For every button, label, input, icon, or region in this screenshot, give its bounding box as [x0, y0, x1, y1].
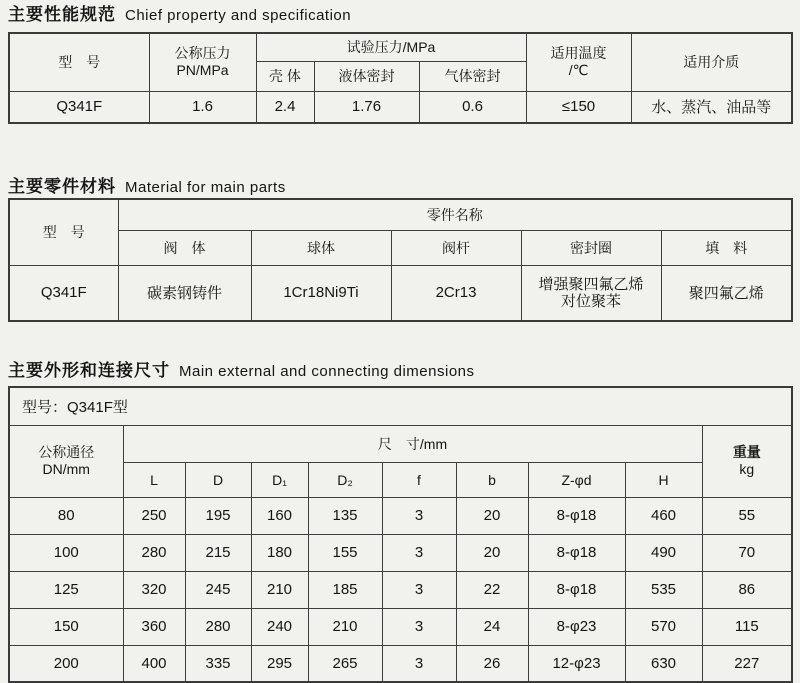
material-cell-seal-ring-line2: 对位聚苯	[560, 292, 621, 310]
dim-cell: 185	[308, 571, 382, 608]
dim-cell: 280	[185, 608, 251, 645]
dim-cell: 360	[123, 608, 185, 645]
dim-cell: 400	[123, 645, 185, 682]
dim-header-weight	[702, 425, 792, 497]
dim-cell: 570	[625, 608, 702, 645]
material-table	[8, 198, 793, 322]
dim-cell: 55	[702, 497, 792, 534]
section-title-dimensions-en: Main external and connecting dimensions	[179, 363, 475, 380]
dim-cell: 160	[251, 497, 308, 534]
dim-cell: 26	[456, 645, 528, 682]
dim-cell: 215	[185, 534, 251, 571]
dim-cell: 210	[308, 608, 382, 645]
dim-cell: 295	[251, 645, 308, 682]
section-title-material	[8, 176, 792, 198]
section-title-spec-zh: 主要性能规范	[8, 5, 116, 24]
spec-cell-model: Q341F	[9, 91, 149, 123]
material-cell-seal-ring	[521, 265, 661, 321]
dim-cell: 22	[456, 571, 528, 608]
dim-header-D1: D₁	[251, 462, 308, 497]
dim-row-dn100	[9, 534, 792, 571]
material-cell-seal-ring-line1: 增强聚四氟乙烯	[538, 275, 644, 293]
spec-header-test-pressure: 试验压力/MPa	[256, 33, 526, 61]
dim-cell: 195	[185, 497, 251, 534]
dim-header-b: b	[456, 462, 528, 497]
dim-row-dn150	[9, 608, 792, 645]
spec-header-liquid-seal: 液体密封	[314, 61, 419, 91]
dim-header-dn-zh: 公称通径	[38, 444, 95, 460]
dim-cell: 100	[9, 534, 123, 571]
dim-header-f: f	[382, 462, 456, 497]
dim-cell: 280	[123, 534, 185, 571]
dim-cell: 227	[702, 645, 792, 682]
dim-header-dn-unit: DN/mm	[42, 461, 90, 477]
dim-cell: 8-φ18	[528, 534, 625, 571]
spec-cell-gas: 0.6	[419, 91, 526, 123]
spec-header-temperature-unit: /℃	[568, 62, 589, 79]
material-header-model: 型 号	[9, 199, 118, 265]
material-cell-packing: 聚四氟乙烯	[661, 265, 792, 321]
dim-row-dn80	[9, 497, 792, 534]
material-header-parts: 零件名称	[118, 199, 792, 230]
section-title-dimensions	[8, 360, 792, 382]
dim-cell: 535	[625, 571, 702, 608]
dim-cell: 125	[9, 571, 123, 608]
dimension-table	[8, 386, 793, 683]
dim-cell: 3	[382, 497, 456, 534]
dim-cell: 210	[251, 571, 308, 608]
dim-cell: 155	[308, 534, 382, 571]
dim-cell: 3	[382, 571, 456, 608]
spec-header-shell: 壳 体	[256, 61, 314, 91]
dim-cell: 460	[625, 497, 702, 534]
dimension-model-label: 型号：Q341F型	[9, 387, 792, 425]
dim-cell: 320	[123, 571, 185, 608]
dim-header-weight-zh: 重量	[732, 444, 761, 460]
spec-cell-media: 水、蒸汽、油品等	[631, 91, 792, 123]
dim-cell: 200	[9, 645, 123, 682]
spec-cell-temp: ≤150	[526, 91, 631, 123]
dim-cell: 12-φ23	[528, 645, 625, 682]
spec-header-gas-seal: 气体密封	[419, 61, 526, 91]
dim-cell: 180	[251, 534, 308, 571]
dim-header-size: 尺 寸/mm	[123, 425, 702, 462]
material-header-packing: 填 料	[661, 230, 792, 265]
dim-header-L: L	[123, 462, 185, 497]
spec-cell-pn: 1.6	[149, 91, 256, 123]
dim-cell: 245	[185, 571, 251, 608]
section-title-material-zh: 主要零件材料	[8, 177, 116, 196]
dim-cell: 86	[702, 571, 792, 608]
dim-header-H: H	[625, 462, 702, 497]
dim-cell: 24	[456, 608, 528, 645]
section-title-spec-en: Chief property and specification	[125, 7, 352, 24]
dim-cell: 135	[308, 497, 382, 534]
spec-header-model: 型 号	[9, 33, 149, 91]
material-cell-body: 碳素钢铸件	[118, 265, 251, 321]
spec-table	[8, 32, 793, 124]
dim-cell: 3	[382, 645, 456, 682]
section-title-material-en: Material for main parts	[125, 179, 286, 196]
dim-cell: 70	[702, 534, 792, 571]
spec-cell-liquid: 1.76	[314, 91, 419, 123]
spec-header-temperature-zh: 适用温度	[550, 45, 607, 62]
spec-header-media: 适用介质	[631, 33, 792, 91]
dim-cell: 8-φ18	[528, 571, 625, 608]
dim-cell: 630	[625, 645, 702, 682]
spec-cell-shell: 2.4	[256, 91, 314, 123]
dim-header-weight-unit: kg	[739, 461, 755, 477]
material-header-body: 阀 体	[118, 230, 251, 265]
section-title-dimensions-zh: 主要外形和连接尺寸	[8, 361, 170, 380]
dim-cell: 250	[123, 497, 185, 534]
spec-header-nominal-pressure-unit: PN/MPa	[176, 62, 229, 79]
material-header-seal-ring: 密封圈	[521, 230, 661, 265]
material-header-stem: 阀杆	[391, 230, 521, 265]
material-cell-stem: 2Cr13	[391, 265, 521, 321]
dim-cell: 265	[308, 645, 382, 682]
dim-cell: 20	[456, 497, 528, 534]
dim-row-dn125	[9, 571, 792, 608]
dim-cell: 240	[251, 608, 308, 645]
material-header-ball: 球体	[251, 230, 391, 265]
dim-cell: 150	[9, 608, 123, 645]
material-cell-model: Q341F	[9, 265, 118, 321]
dim-cell: 80	[9, 497, 123, 534]
dim-header-dn	[9, 425, 123, 497]
dim-cell: 115	[702, 608, 792, 645]
dim-cell: 3	[382, 534, 456, 571]
dim-cell: 3	[382, 608, 456, 645]
section-title-spec	[8, 4, 792, 26]
spec-header-temperature	[526, 33, 631, 91]
dim-cell: 8-φ23	[528, 608, 625, 645]
dim-header-Zd: Z-φd	[528, 462, 625, 497]
material-cell-ball: 1Cr18Ni9Ti	[251, 265, 391, 321]
spec-header-nominal-pressure	[149, 33, 256, 91]
dim-header-D: D	[185, 462, 251, 497]
dim-cell: 490	[625, 534, 702, 571]
dim-cell: 20	[456, 534, 528, 571]
dim-cell: 8-φ18	[528, 497, 625, 534]
dim-row-dn200	[9, 645, 792, 682]
dim-header-D2: D₂	[308, 462, 382, 497]
spec-header-nominal-pressure-zh: 公称压力	[174, 45, 231, 62]
dim-cell: 335	[185, 645, 251, 682]
